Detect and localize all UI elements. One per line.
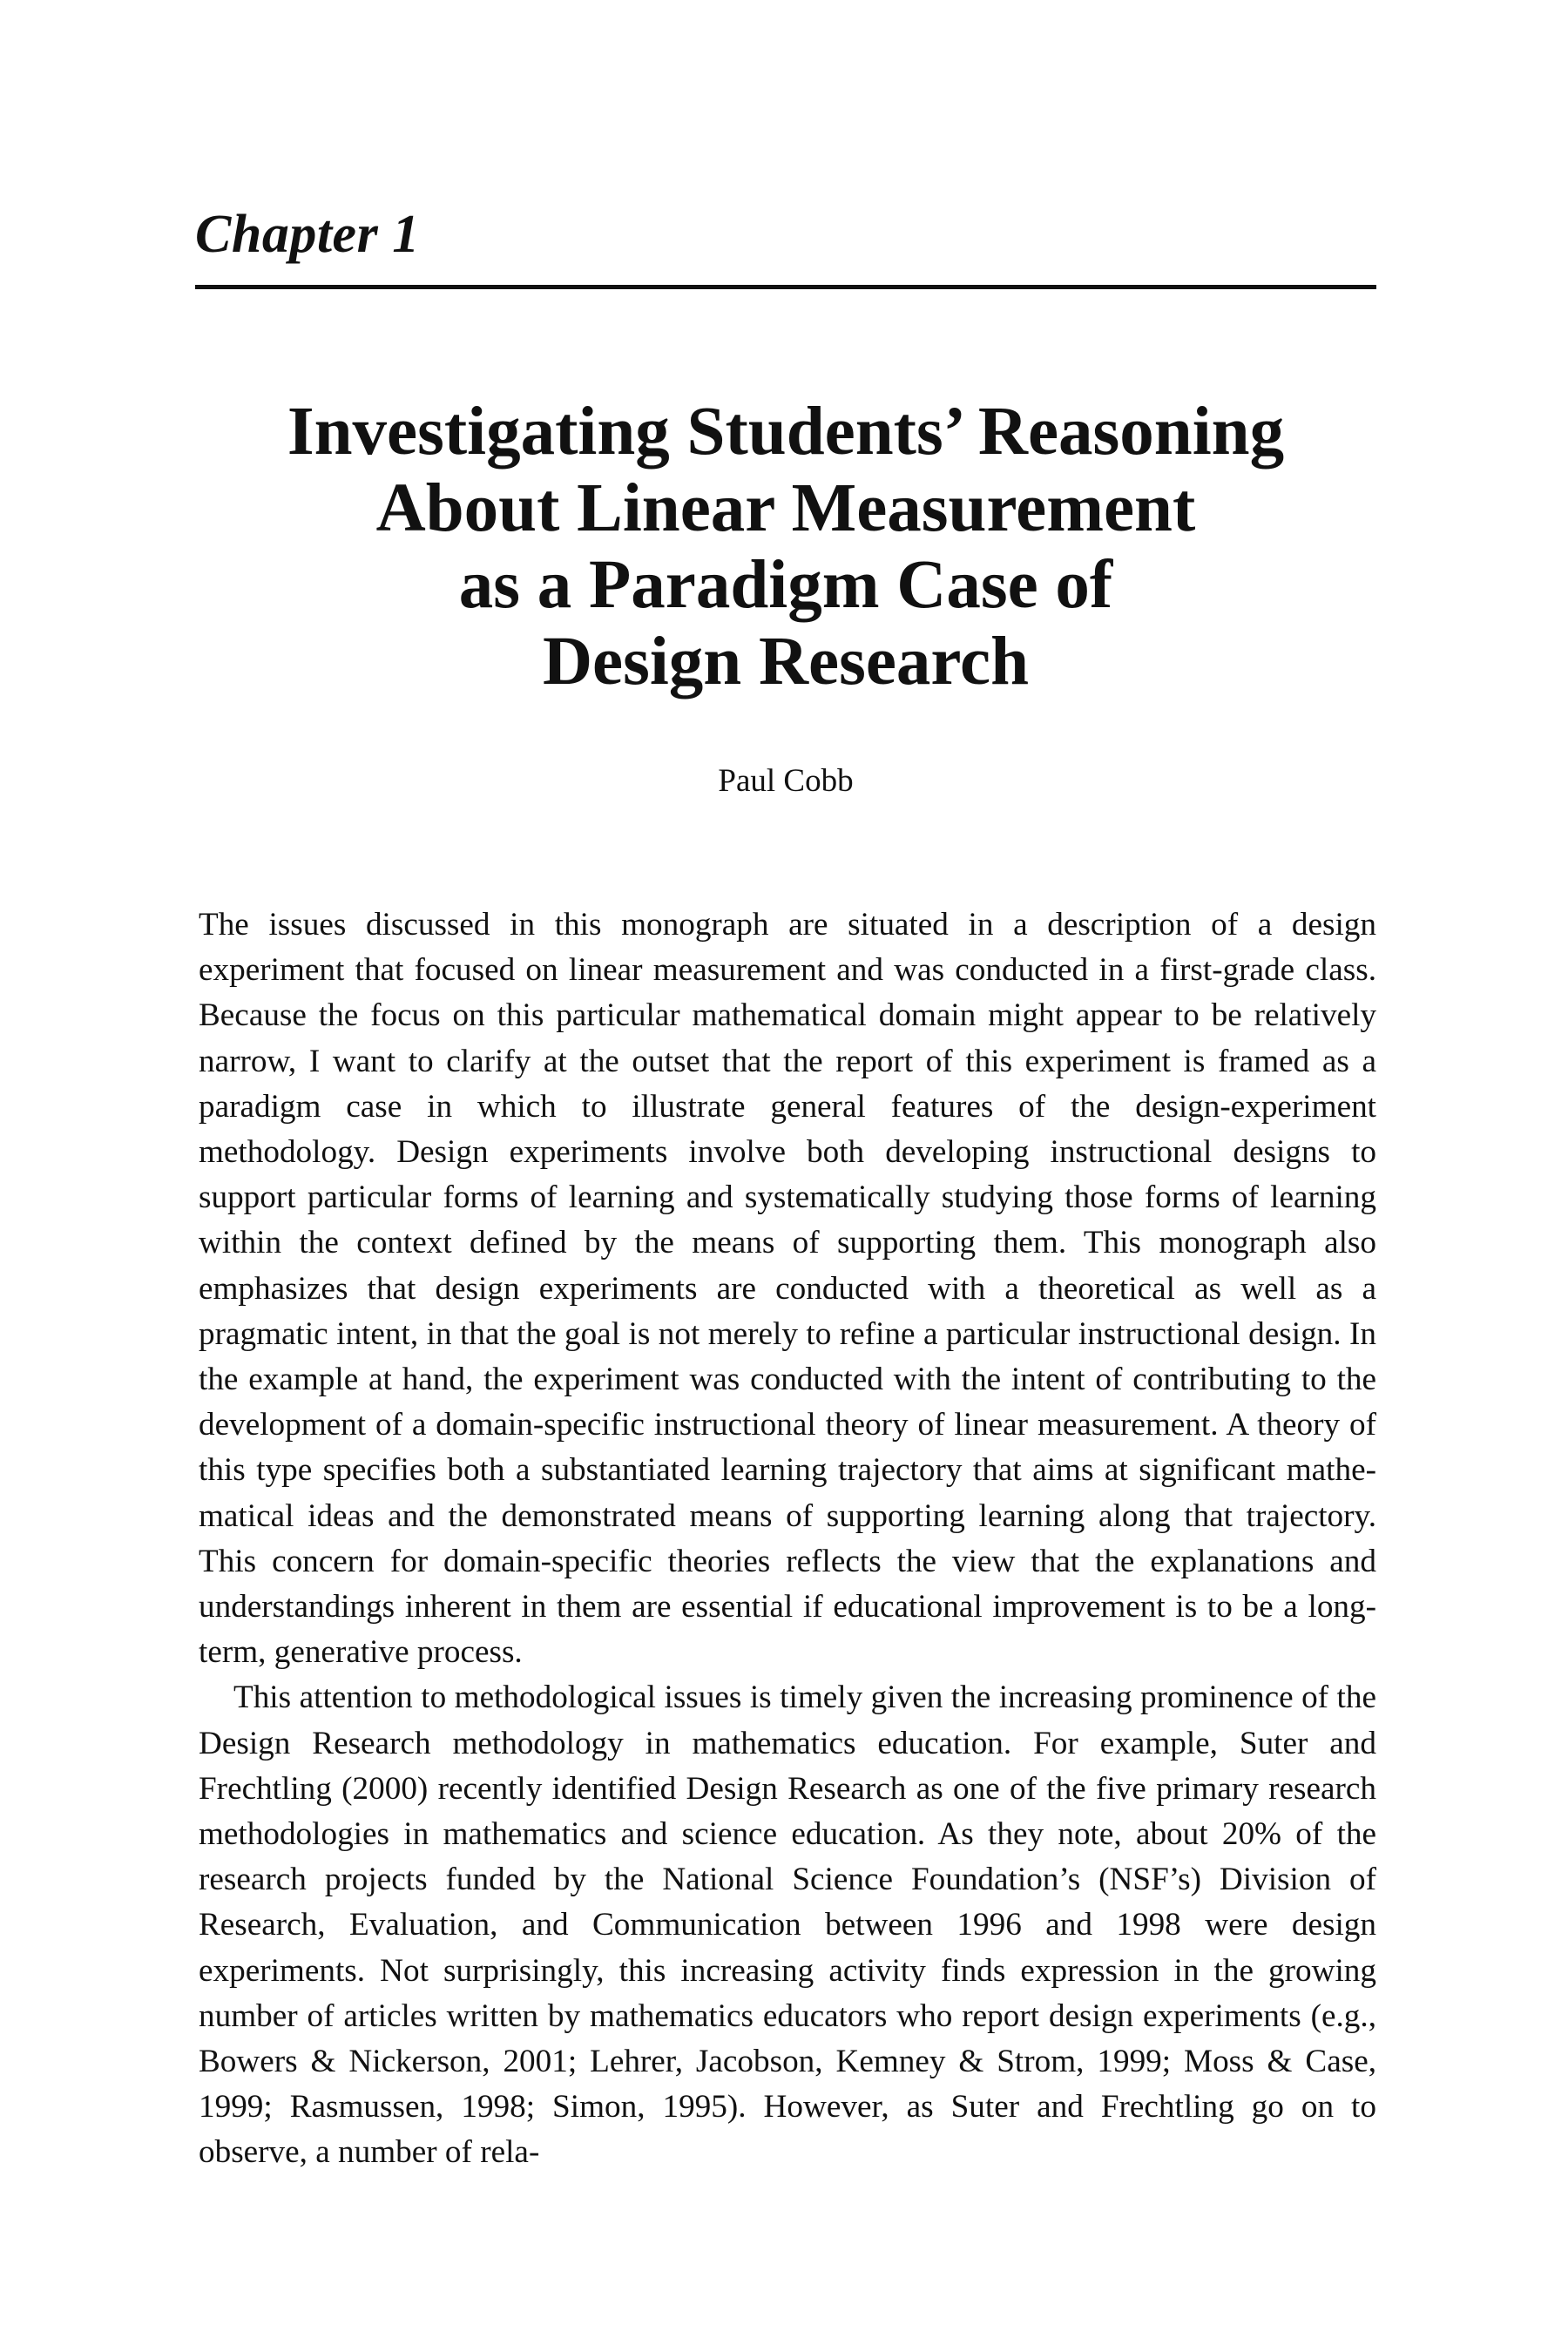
chapter-label: Chapter 1 [195, 205, 420, 264]
chapter-title-line-3: as a Paradigm Case of [458, 547, 1113, 623]
chapter-title-line-1: Investigating Students’ Reasoning [287, 394, 1285, 470]
body-text [199, 902, 1376, 2176]
body-paragraph-1: The issues discussed in this monograph are situated in a description of a design experiment that focused on linear measurement and was conducted in a first-grade class. Because the focus on this particular mathematical domain might appear to be relatively narrow, I want to clarify at the outset that the report of this experiment is framed as a paradigm case in which to illustrate general features of the design-experiment methodology. Design experiments involve both developing instructional designs to support particular forms of learning and systematically studying those forms of learning within the context defined by the means of supporting them. This monograph also emphasizes that design experiments are conducted with a theoretical as well as a pragmatic intent, in that the goal is not merely to refine a particular instructional design. In the example at hand, the experiment was conducted with the intent of contributing to the development of a domain-specific instructional theory of linear measurement. A theory of this type specifies both a substantiated learning trajectory that aims at significant mathematical ideas and the demonstrated means of supporting learning along that trajectory. This concern for domain-specific theories reflects the view that the explanations and understandings inherent in them are essential if educational improvement is to be a long-term, generative process. [199, 907, 1376, 1671]
chapter-divider [195, 285, 1376, 289]
chapter-title-line-2: About Linear Measurement [375, 470, 1196, 546]
chapter-title [195, 394, 1376, 700]
chapter-title-line-4: Design Research [542, 624, 1030, 700]
body-paragraph-2: This attention to methodological issues is timely given the increasing prominence of the Design Research methodology in mathematics education. For example, Suter and Frechtling (2000) recently identified Design Research as one of the five primary research methodologies in mathematics and science education. As they note, about 20% of the research projects funded by the National Science Foundation’s (NSF’s) Division of Research, Evaluation, and Communication between 1996 and 1998 were design experiments. Not surprisingly, this increasing activity finds expression in the growing number of articles written by mathematics educators who report design experiments (e.g., Bowers & Nickerson, 2001; Lehrer, Jacobson, Kemney & Strom, 1999; Moss & Case, 1999; Rasmussen, 1998; Simon, 1995). However, as Suter and Frechtling go on to observe, a number of rela- [199, 1680, 1376, 2171]
author-name: Paul Cobb [718, 763, 854, 799]
